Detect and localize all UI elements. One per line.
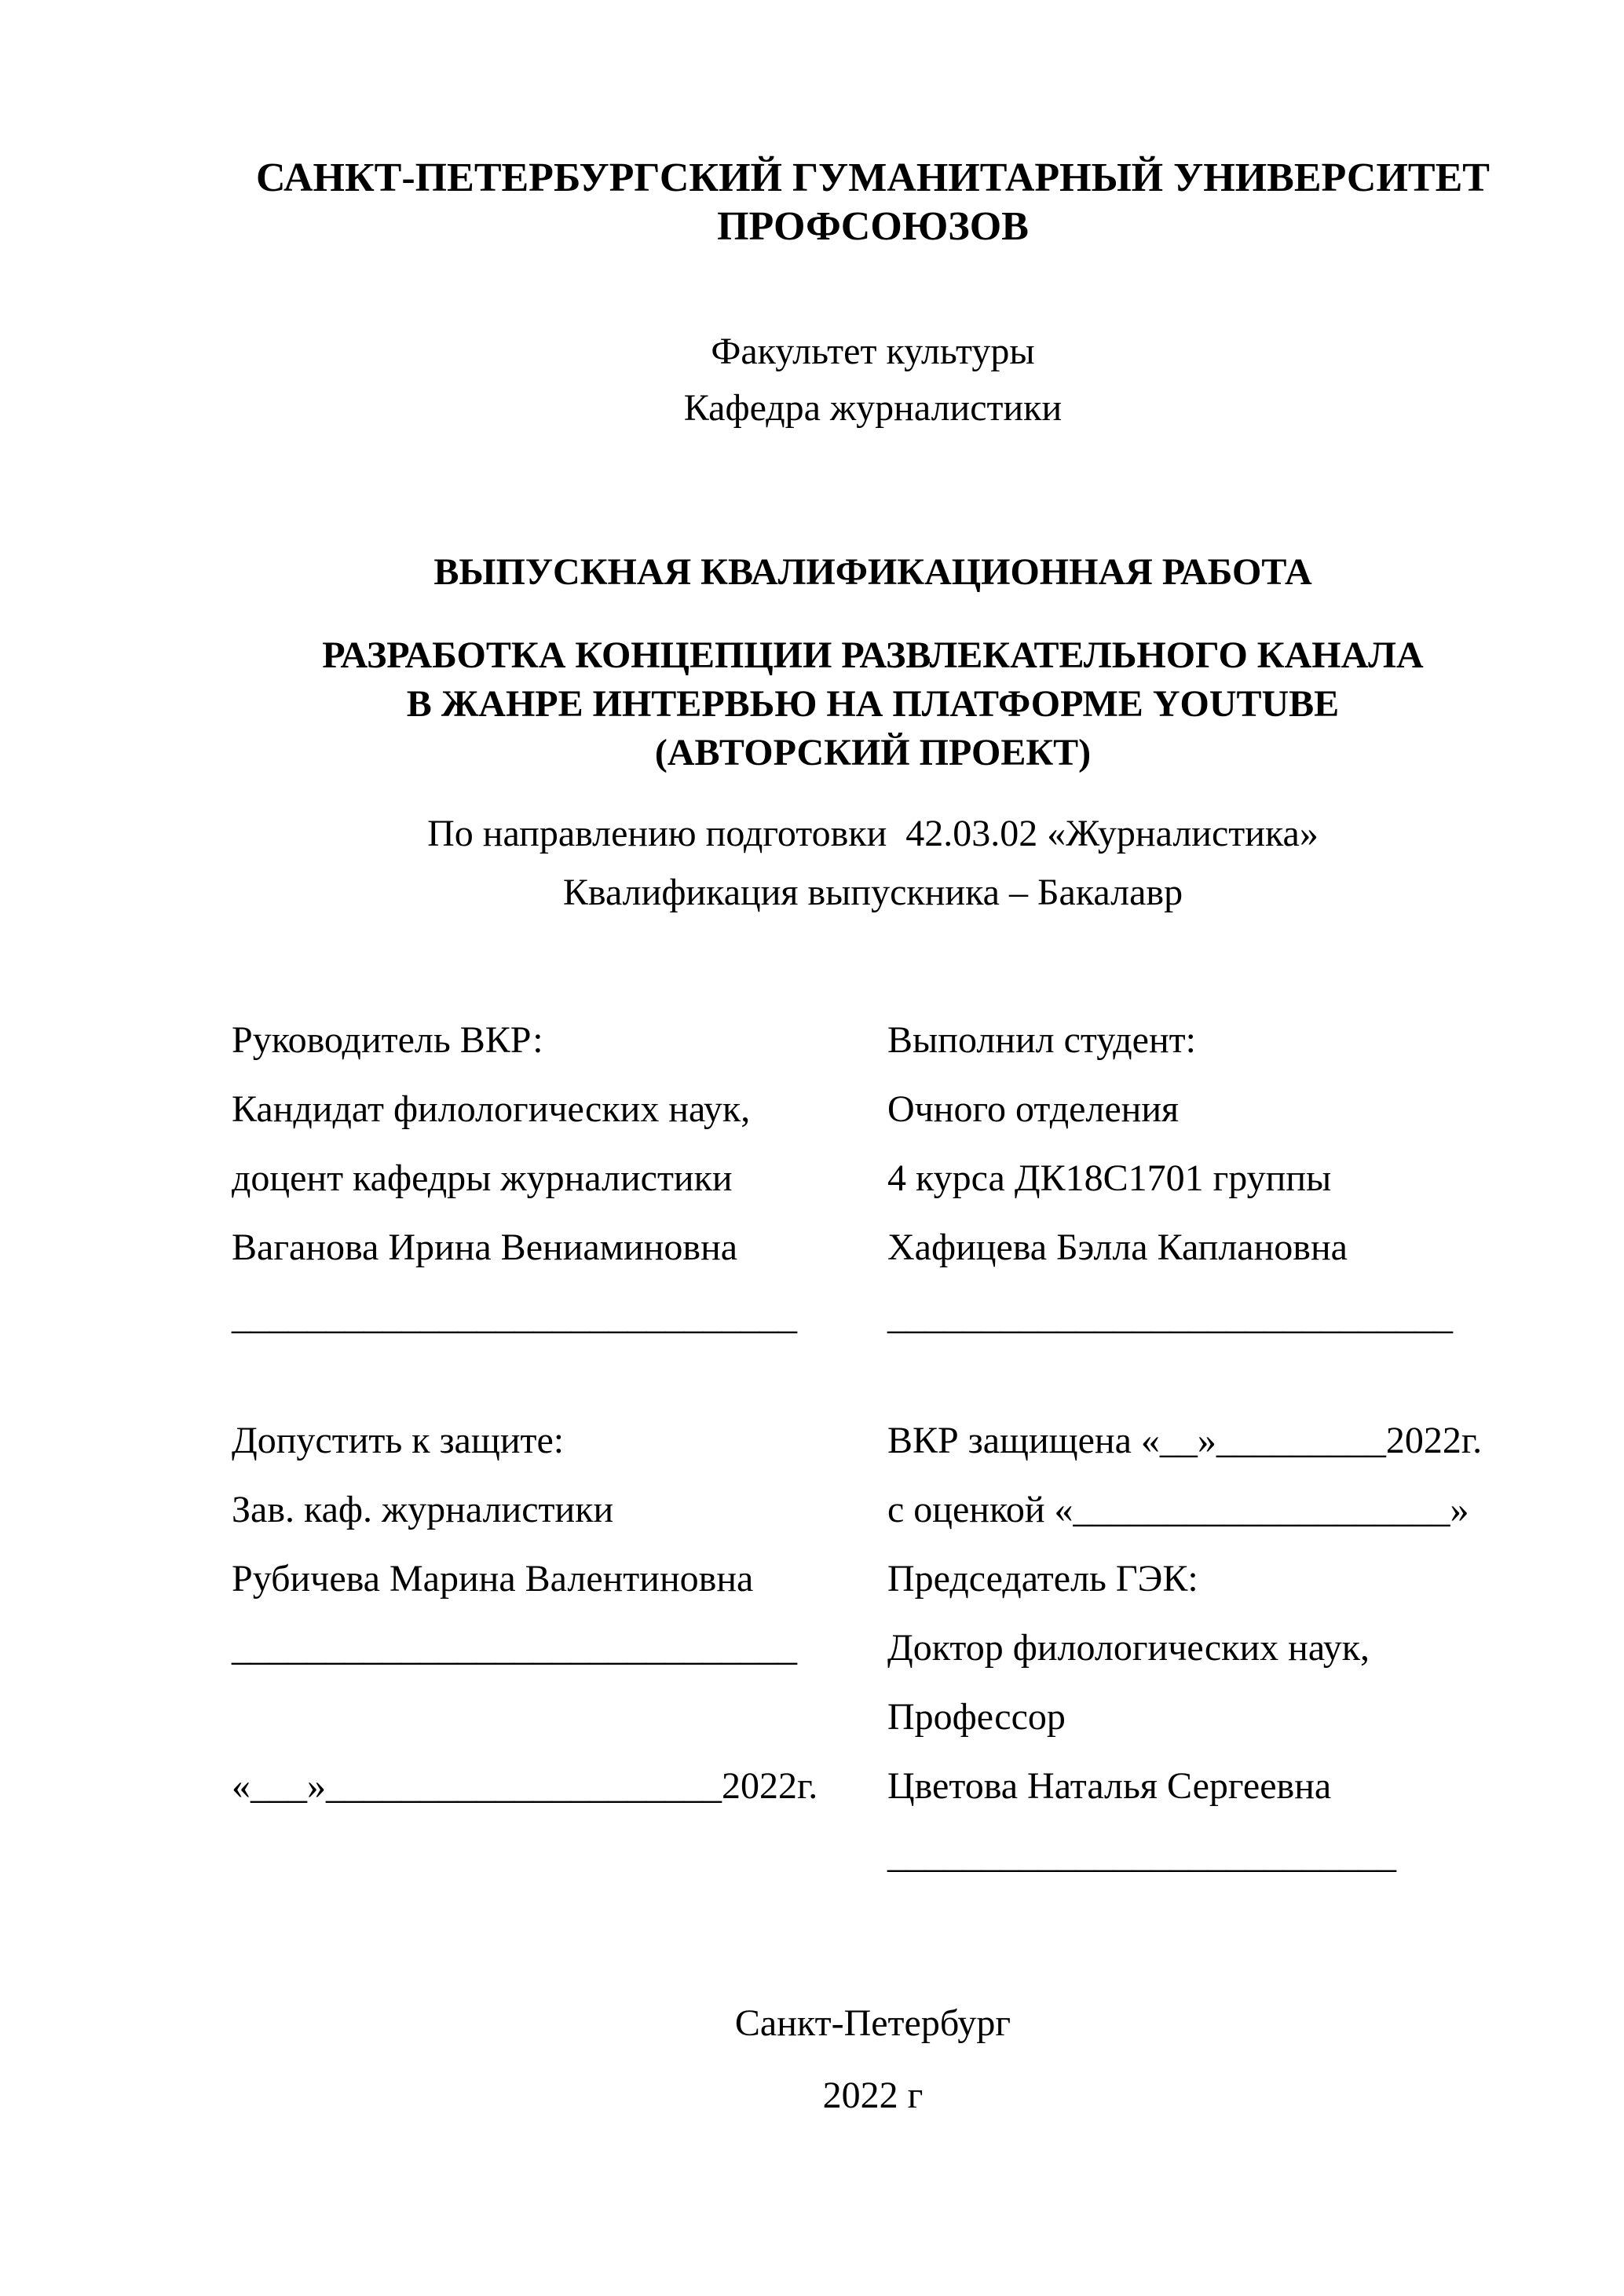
supervisor-block (232, 1006, 887, 1351)
student-name: Хафицева Бэлла Каплановна (887, 1227, 1348, 1268)
footer-block (232, 1987, 1514, 2132)
supervisor-degree: Кандидат филологических наук, (232, 1088, 751, 1130)
chairman-position: Профессор (887, 1696, 1066, 1738)
student-department-line: Очного отделения (887, 1088, 1180, 1130)
supervisor-signature-line: ______________________________ (232, 1296, 797, 1337)
admission-label: Допустить к защите: (232, 1420, 565, 1461)
signatures-row-1 (232, 1006, 1514, 1351)
chairman-label: Председатель ГЭК: (887, 1558, 1198, 1600)
admission-name: Рубичева Марина Валентиновна (232, 1558, 754, 1600)
footer-city: Санкт-Петербург (734, 2002, 1011, 2044)
supervisor-label: Руководитель ВКР: (232, 1019, 543, 1061)
page-content (0, 154, 1624, 2132)
admission-signature-line: ______________________________ (232, 1627, 797, 1669)
chairman-signature-line: ___________________________ (887, 1834, 1396, 1876)
thesis-title-line1: РАЗРАБОТКА КОНЦЕПЦИИ РАЗВЛЕКАТЕЛЬНОГО КАНАЛА (322, 634, 1424, 676)
chairman-name: Цветова Наталья Сергеевна (887, 1765, 1332, 1807)
student-group-line: 4 курса ДК18С1701 группы (887, 1157, 1332, 1199)
admission-block (232, 1406, 887, 1890)
supervisor-position: доцент кафедры журналистики (232, 1157, 733, 1199)
signatures-row-2 (232, 1406, 1514, 1890)
thesis-title-line3: (АВТОРСКИЙ ПРОЕКТ) (654, 732, 1092, 773)
university-name-line1: САНКТ-ПЕТЕРБУРГСКИЙ ГУМАНИТАРНЫЙ УНИВЕРСИТЕТ (256, 155, 1490, 200)
student-signature-line: ______________________________ (887, 1296, 1453, 1337)
qualification: Квалификация выпускника – Бакалавр (562, 872, 1183, 913)
defense-block (887, 1406, 1514, 1890)
footer-year: 2022 г (822, 2075, 924, 2116)
university-name (232, 154, 1514, 251)
admission-position: Зав. каф. журналистики (232, 1489, 614, 1530)
supervisor-name: Ваганова Ирина Вениаминовна (232, 1227, 738, 1268)
department-name: Кафедра журналистики (683, 387, 1063, 429)
defense-status-line: ВКР защищена «__»_________2022г. (887, 1420, 1483, 1461)
department-block (232, 324, 1514, 437)
direction-of-study: По направлению подготовки 42.03.02 «Журналистика» (427, 813, 1319, 854)
chairman-degree: Доктор филологических наук, (887, 1627, 1370, 1669)
student-label: Выполнил студент: (887, 1019, 1196, 1061)
thesis-title-line2: В ЖАНРЕ ИНТЕРВЬЮ НА ПЛАТФОРМЕ YOUTUBE (406, 683, 1340, 725)
faculty-name: Факультет культуры (711, 331, 1035, 372)
university-name-line2: ПРОФСОЮЗОВ (717, 204, 1029, 249)
thesis-title (232, 631, 1514, 777)
work-type-heading: ВЫПУСКНАЯ КВАЛИФИКАЦИОННАЯ РАБОТА (433, 551, 1312, 593)
defense-grade-line: с оценкой «____________________» (887, 1489, 1469, 1530)
student-block (887, 1006, 1514, 1351)
admission-date-line: «___»_____________________2022г. (232, 1765, 818, 1807)
